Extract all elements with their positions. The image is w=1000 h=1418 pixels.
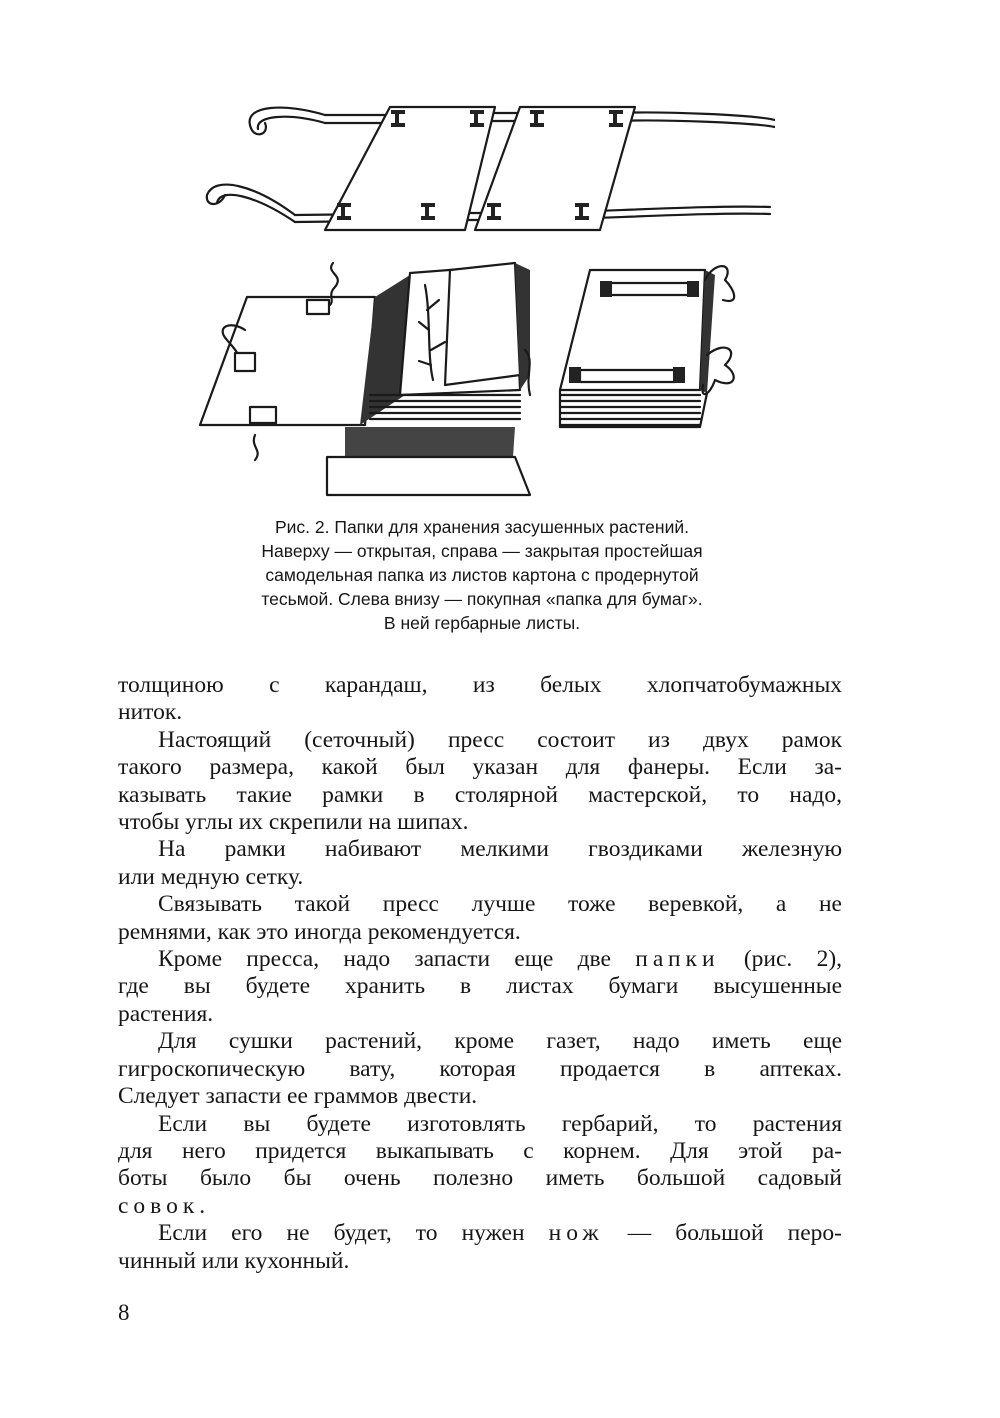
text-line: [118, 1220, 842, 1247]
text-line: гигроскопическую вату, которая продается в аптеках.: [118, 1055, 842, 1082]
text-line: Если вы будете изготовлять гербарий, то растения: [158, 1110, 842, 1137]
emphasized-word: совок.: [118, 1192, 211, 1219]
body-text: [118, 672, 842, 1326]
text-line: чинный или кухонный.: [118, 1247, 350, 1274]
paragraph-7: [118, 1111, 842, 1221]
paragraph-5: [118, 946, 842, 1028]
text-line: или медную сетку.: [118, 863, 304, 890]
text-line: Следует запасти ее граммов двести.: [118, 1083, 478, 1110]
text-line: для него придется выкапывать с корнем. Для этой ра-: [118, 1137, 842, 1164]
open-folder-drawing: [207, 107, 775, 230]
text-line: такого размера, какой был указан для фанеры. Если за-: [118, 754, 842, 781]
caption-line: В ней гербарные листы.: [383, 613, 581, 633]
paper-folder-drawing: [200, 263, 530, 495]
figure-illustration: [195, 95, 775, 500]
text-line: ниток.: [118, 699, 183, 726]
page-number: 8: [118, 1299, 130, 1325]
caption-line: тесьмой. Слева внизу — покупная «папка для бумаг».: [261, 589, 703, 609]
text-line: казывать такие рамки в столярной мастерской, то надо,: [118, 781, 842, 808]
text-line: ремнями, как это иногда рекомендуется.: [118, 918, 521, 945]
text-fragment: — большой перо-: [627, 1220, 842, 1247]
page-number-row: [118, 1299, 842, 1326]
paragraph-1: [118, 672, 842, 727]
caption-title: Рис. 2. Папки для хранения засушенных растений.: [274, 517, 689, 537]
paragraph-8: [118, 1220, 842, 1275]
text-line: Для сушки растений, кроме газет, надо иметь еще: [158, 1028, 842, 1055]
text-line: На рамки набивают мелкими гвоздиками железную: [158, 836, 842, 863]
figure-caption: [186, 515, 778, 635]
text-fragment: Если его не будет, то нужен: [158, 1220, 525, 1247]
emphasized-word: папки: [635, 946, 720, 973]
folders-drawing: [195, 95, 775, 500]
paragraph-4: [118, 891, 842, 946]
emphasized-word: нож: [548, 1220, 604, 1247]
text-fragment: Кроме пресса, надо запасти еще две: [158, 946, 611, 973]
caption-line: самодельная папка из листов картона с продернутой: [265, 565, 699, 585]
text-line: Связывать такой пресс лучше тоже веревкой, а не: [158, 891, 842, 918]
text-line: растения.: [118, 1000, 214, 1027]
paragraph-6: [118, 1028, 842, 1110]
text-fragment: (рис. 2),: [743, 946, 843, 973]
text-line: Настоящий (сеточный) пресс состоит из двух рамок: [158, 726, 842, 753]
text-line: толщиною с карандаш, из белых хлопчатобумажных: [118, 672, 842, 698]
text-line: где вы будете хранить в листах бумаги высушенные: [118, 973, 842, 1000]
text-line: чтобы углы их скрепили на шипах.: [118, 809, 469, 836]
caption-line: Наверху — открытая, справа — закрытая простейшая: [261, 541, 703, 561]
paragraph-2: [118, 727, 842, 837]
text-line: [118, 946, 842, 973]
paragraph-3: [118, 836, 842, 891]
closed-folder-drawing: [560, 266, 734, 427]
text-line: боты было бы очень полезно иметь большой садовый: [118, 1165, 842, 1192]
